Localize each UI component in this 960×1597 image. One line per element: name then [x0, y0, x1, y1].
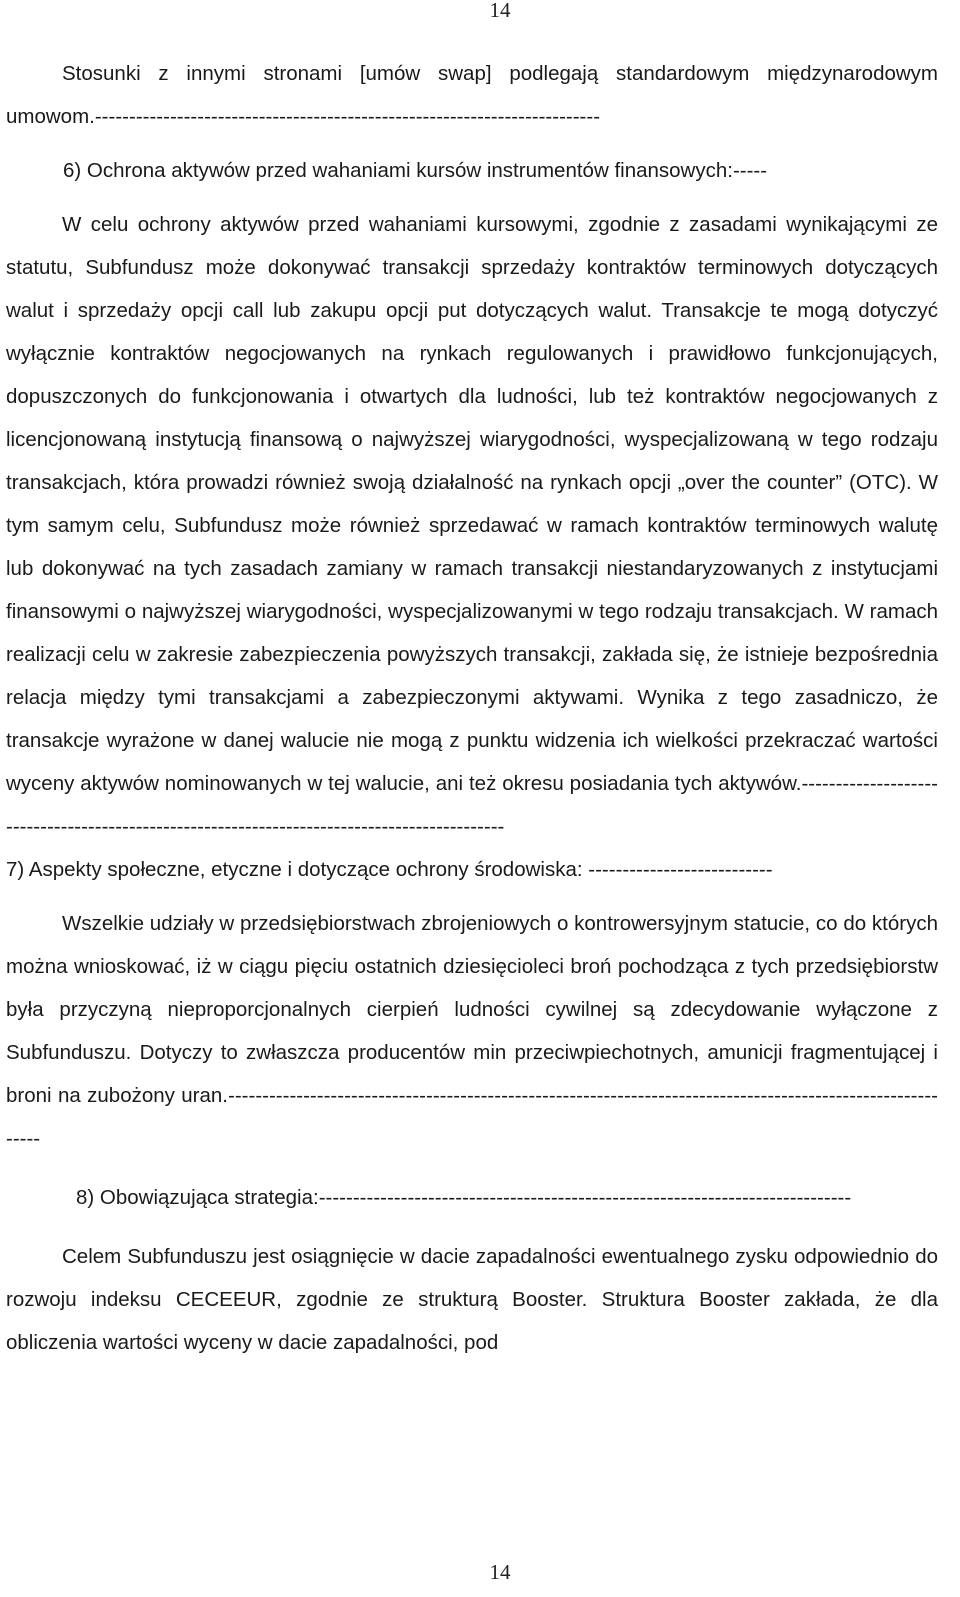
section-heading-7: 7) Aspekty społeczne, etyczne i dotyczące ochrony środowiska: ---------------------------: [6, 858, 773, 881]
paragraph-text: Stosunki z innymi stronami [umów swap] podlegają standardowym międzynarodowym umowom.: [6, 62, 938, 128]
document-body: [6, 52, 938, 1364]
paragraph-text: W celu ochrony aktywów przed wahaniami kursowymi, zgodnie z zasadami wynikającymi ze statutu, Subfundusz może dokonywać transakcji sprzedaży kontraktów terminowych dotyczących walut i sprzedaży opcji call lub zakupu opcji put dotyczących walut. Transakcje te mogą dotyczyć wyłącznie kontraktów negocjowanych na rynkach regulowanych i prawidłowo funkcjonujących, dopuszczonych do funkcjonowania i otwartych dla ludności, lub też kontraktów negocjowanych z licencjonowaną instytucją finansową o najwyższej wiarygodności, wyspecjalizowaną w tego rodzaju transakcjach, która prowadzi również swoją działalność na rynkach opcji „over the counter” (OTC). W tym samym celu, Subfundusz może również sprzedawać w ramach kontraktów terminowych walutę lub dokonywać na tych zasadach zamiany w ramach transakcji niestandaryzowanych z instytucjami finansowymi o najwyższej wiarygodności, wyspecjalizowanymi w tego rodzaju transakcjach. W ramach realizacji celu w zakresie zabezpieczenia powyższych transakcji, zakłada się, że istnieje bezpośrednia relacja między tymi transakcjami a zabezpieczonymi aktywami. Wynika z tego zasadniczo, że transakcje wyrażone w danej walucie nie mogą z punktu widzenia ich wielkości przekraczać wartości wyceny aktywów nominowanych w tej walucie, ani też okresu posiadania tych aktywów.: [6, 213, 938, 795]
page-number-bottom: 14: [489, 1560, 511, 1584]
dash-filler: -------------------------------------------------------------------------------------------------------------: [6, 1084, 938, 1150]
section-heading-6: 6) Ochrona aktywów przed wahaniami kursów instrumentów finansowych:-----: [63, 159, 768, 182]
section-heading-8: 8) Obowiązująca strategia:------------------------------------------------------------------------------: [76, 1186, 852, 1209]
paragraph-text: Wszelkie udziały w przedsiębiorstwach zbrojeniowych o kontrowersyjnym statucie, co do których można wnioskować, iż w ciągu pięciu ostatnich dziesięcioleci broń pochodząca z tych przedsiębiorstw była przyczyną nieproporcjonalnych cierpień ludności cywilnej są zdecydowanie wyłączone z Subfunduszu. Dotyczy to zwłaszcza producentów min przeciwpiechotnych, amunicji fragmentującej i broni na zubożony uran.: [6, 912, 938, 1107]
paragraph-strategy: Celem Subfunduszu jest osiągnięcie w dacie zapadalności ewentualnego zysku odpowiednio do rozwoju indeksu CECEEUR, zgodnie ze strukturą Booster. Struktura Booster zakłada, że dla obliczenia wartości wyceny w dacie zapadalności, pod: [6, 1245, 938, 1354]
dash-filler: ---------------------------------------------------------------------------------------------: [6, 772, 938, 838]
dash-filler: --------------------------------------------------------------------------: [94, 105, 601, 128]
paragraph-currency-hedging: [6, 203, 938, 848]
paragraph-ethical-exclusions: [6, 902, 938, 1160]
paragraph-swap-agreements: [6, 52, 938, 138]
page-number-top: 14: [489, 0, 511, 22]
